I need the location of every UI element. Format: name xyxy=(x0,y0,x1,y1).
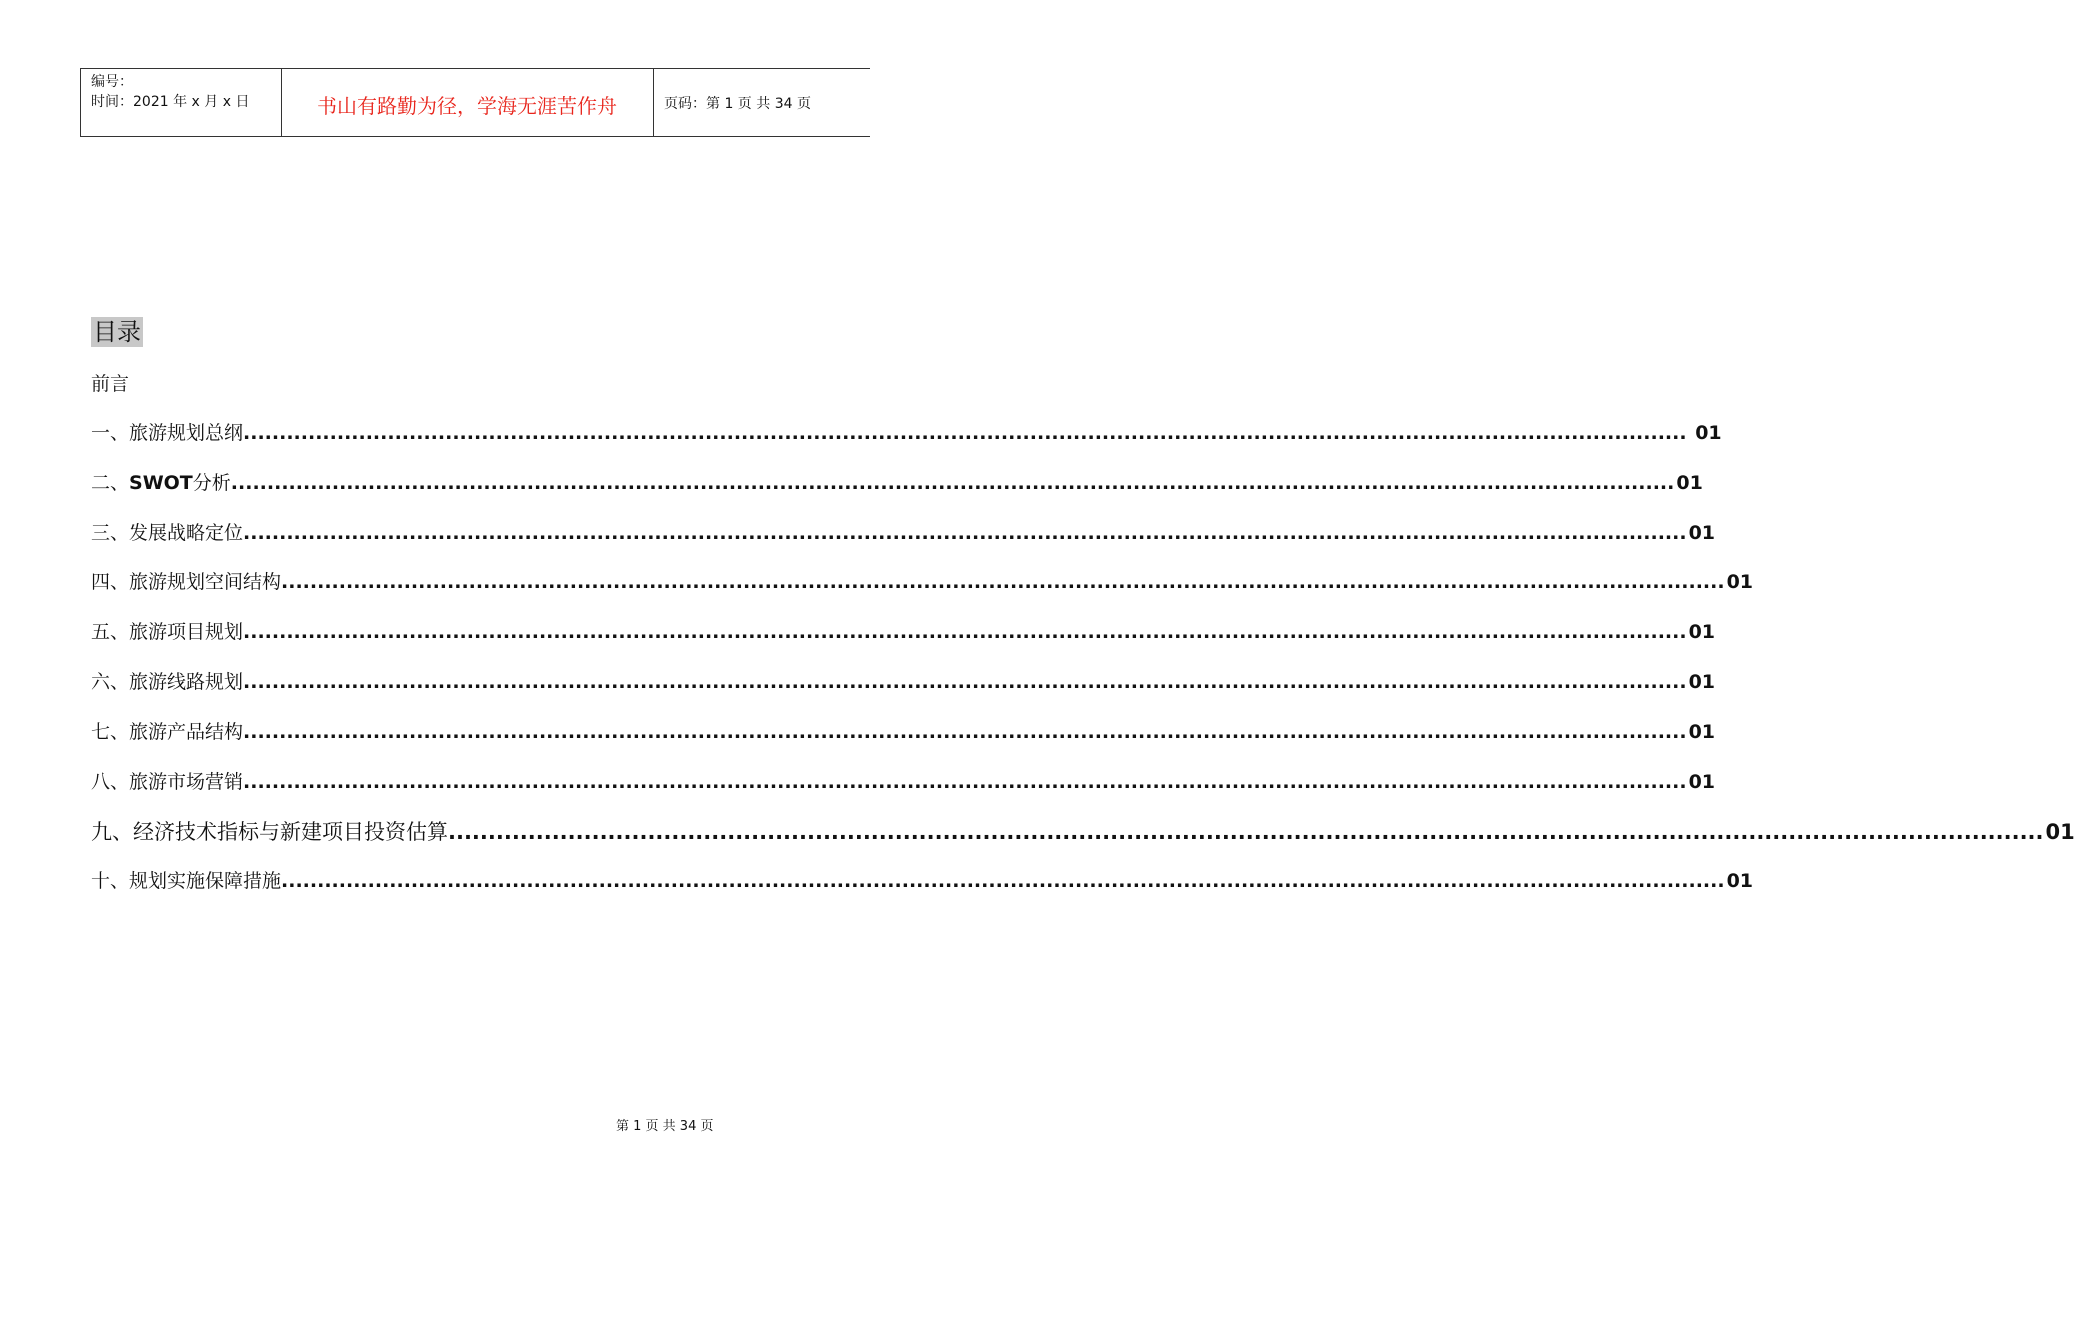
header-motto-cell xyxy=(281,69,654,136)
toc-entry[interactable] xyxy=(91,717,1716,745)
toc-preface: 前言 xyxy=(91,373,130,395)
page-footer: 第 1 页 共 34 页 xyxy=(616,1119,714,1134)
toc-leader-dots: ........................................................................................................................................................................................................ xyxy=(281,571,1725,593)
toc-entry[interactable] xyxy=(91,767,1716,795)
toc-entry-page: 01 xyxy=(2045,820,2075,844)
toc-entry-label: 五、旅游项目规划 xyxy=(91,621,244,643)
document-time: 时间：2021 年 x 月 x 日 xyxy=(91,94,250,110)
toc-leader-dots: ........................................................................................................................................................................................................ xyxy=(243,671,1687,693)
toc-entry-page: 01 xyxy=(1688,671,1716,693)
toc-entry-page: 01 xyxy=(1726,571,1754,593)
toc-entry[interactable] xyxy=(91,617,1716,645)
toc-entry-label-suffix: 分析 xyxy=(192,472,231,494)
toc-leader-dots: ........................................................................................................................................................................................................ xyxy=(230,472,1675,494)
toc-entry[interactable] xyxy=(91,816,2075,844)
toc-leader-dots: ........................................................................................................................................................................................................ xyxy=(243,621,1687,643)
toc-entry-page: 01 xyxy=(1688,771,1716,793)
toc-leader-dots: ........................................................................................................................................................................................................ xyxy=(243,721,1687,743)
toc-entry-label: 九、经济技术指标与新建项目投资估算 xyxy=(91,820,448,844)
toc-title: 目录 xyxy=(93,318,141,346)
toc-entry-label: 四、旅游规划空间结构 xyxy=(91,571,282,593)
header-meta-cell xyxy=(80,69,282,136)
toc-entry-page: 01 xyxy=(1688,522,1716,544)
toc-leader-dots: ........................................................................................................................................................................................................ xyxy=(243,771,1687,793)
document-header xyxy=(80,68,870,137)
toc-entry[interactable] xyxy=(91,468,1703,496)
document-number: 编号： xyxy=(91,74,133,90)
toc-entry-label: 七、旅游产品结构 xyxy=(91,721,244,743)
toc-entry-page: 01 xyxy=(1676,472,1703,494)
toc-entry-page: 01 xyxy=(1726,870,1754,892)
toc-entry-label: 三、发展战略定位 xyxy=(91,522,244,544)
motto-text: 书山有路勤为径，学海无涯苦作舟 xyxy=(317,94,617,118)
toc-entry-page: 01 xyxy=(1688,721,1716,743)
toc-leader-dots: ........................................................................................................................................................................................................ xyxy=(281,870,1725,892)
toc-entry[interactable] xyxy=(91,518,1716,546)
toc-leader-dots: ........................................................................................................................................................................................................ xyxy=(243,422,1687,444)
toc-entry[interactable] xyxy=(91,567,1754,595)
toc-entry[interactable] xyxy=(91,667,1716,695)
page-code: 页码：第 1 页 共 34 页 xyxy=(664,96,811,112)
toc-entry-label: 十、规划实施保障措施 xyxy=(91,870,282,892)
toc-entry-label xyxy=(91,468,231,495)
toc-entry-label: 八、旅游市场营销 xyxy=(91,771,244,793)
header-page-cell xyxy=(654,69,870,136)
toc-entry-label: 六、旅游线路规划 xyxy=(91,671,244,693)
toc-entry-label-bold: SWOT xyxy=(129,472,193,494)
toc-entry-page: 01 xyxy=(1688,621,1716,643)
toc-entry-label-prefix: 二、 xyxy=(91,472,130,494)
toc-entry[interactable] xyxy=(91,866,1754,894)
toc-leader-dots: ........................................................................................................................................................................................................ xyxy=(243,522,1687,544)
toc-entry-page: 01 xyxy=(1688,422,1722,444)
toc-entry[interactable] xyxy=(91,418,1722,446)
toc-leader-dots: ........................................................................................................................................................................................................ xyxy=(448,820,2044,844)
toc-entry-label: 一、旅游规划总纲 xyxy=(91,422,244,444)
